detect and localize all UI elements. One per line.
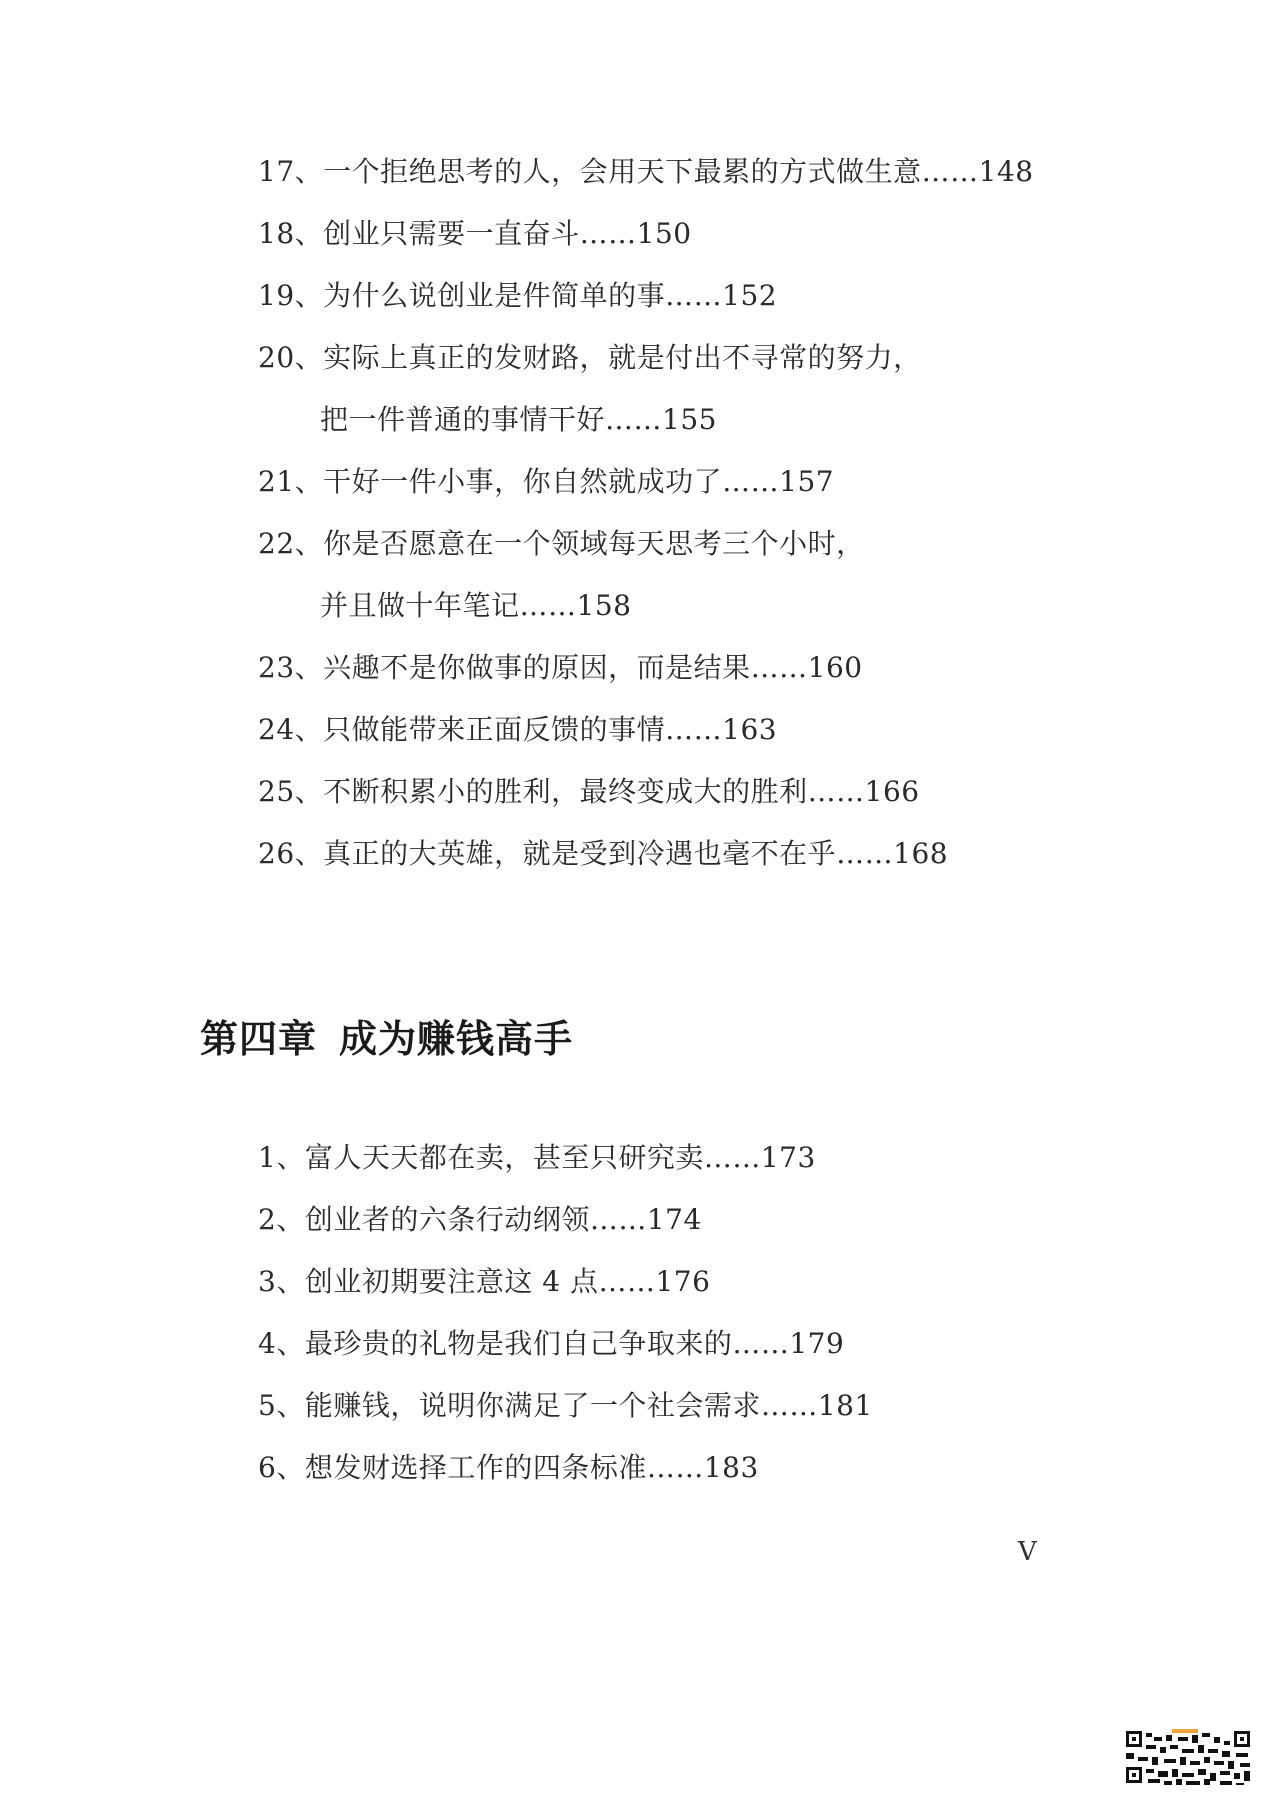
entry-title: 创业只需要一直奋斗	[323, 217, 580, 250]
toc-entry-22[interactable]	[258, 524, 865, 564]
entry-title: 创业初期要注意这 4 点	[304, 1265, 599, 1298]
entry-leader: ……	[605, 403, 663, 436]
entry-page: 168	[893, 837, 949, 870]
entry-page: 181	[817, 1389, 873, 1422]
toc-entry-17[interactable]	[258, 152, 1034, 192]
toc-entry-ch4-6[interactable]	[258, 1448, 759, 1488]
entry-title: 能赚钱，说明你满足了一个社会需求	[304, 1389, 761, 1422]
entry-number: 20、	[258, 341, 324, 374]
entry-page: 157	[779, 465, 835, 498]
toc-entry-ch4-1[interactable]	[258, 1138, 816, 1178]
entry-number: 6、	[258, 1451, 305, 1484]
entry-number: 18、	[258, 217, 324, 250]
entry-page: 166	[864, 775, 920, 808]
entry-title-continued: 把一件普通的事情干好	[320, 403, 606, 436]
entry-page: 183	[703, 1451, 759, 1484]
entry-title: 兴趣不是你做事的原因，而是结果	[323, 651, 751, 684]
toc-entry-ch4-5[interactable]	[258, 1386, 873, 1426]
toc-entry-26[interactable]	[258, 834, 948, 874]
entry-title: 只做能带来正面反馈的事情	[323, 713, 666, 746]
entry-leader: ……	[750, 651, 808, 684]
entry-title: 为什么说创业是件简单的事	[323, 279, 666, 312]
entry-leader: ……	[665, 713, 723, 746]
entry-number: 25、	[258, 775, 324, 808]
entry-page: 148	[978, 155, 1034, 188]
entry-leader: ……	[732, 1327, 790, 1360]
entry-page: 163	[722, 713, 778, 746]
entry-leader: ……	[722, 465, 780, 498]
entry-title: 最珍贵的礼物是我们自己争取来的	[304, 1327, 733, 1360]
chapter-label: 第四章	[200, 1016, 318, 1061]
page-folio: V	[1018, 1537, 1037, 1567]
entry-title: 实际上真正的发财路，就是付出不寻常的努力，	[323, 341, 922, 374]
toc-entry-18[interactable]	[258, 214, 692, 254]
entry-title: 创业者的六条行动纲领	[304, 1203, 590, 1236]
entry-title: 真正的大英雄，就是受到冷遇也毫不在乎	[323, 837, 837, 870]
toc-entry-20-continuation[interactable]	[320, 400, 717, 440]
entry-leader: ……	[836, 837, 894, 870]
toc-entry-20[interactable]	[258, 338, 922, 378]
entry-number: 2、	[258, 1203, 305, 1236]
entry-page: 176	[655, 1265, 711, 1298]
entry-number: 5、	[258, 1389, 305, 1422]
chapter-title: 成为赚钱高手	[339, 1016, 574, 1061]
toc-entry-25[interactable]	[258, 772, 920, 812]
entry-number: 19、	[258, 279, 324, 312]
entry-leader: ……	[589, 1203, 647, 1236]
toc-entry-ch4-3[interactable]	[258, 1262, 710, 1302]
toc-entry-22-continuation[interactable]	[320, 586, 631, 626]
entry-page: 158	[576, 589, 632, 622]
toc-entry-ch4-4[interactable]	[258, 1324, 844, 1364]
entry-page: 160	[807, 651, 863, 684]
entry-page: 174	[646, 1203, 702, 1236]
entry-leader: ……	[703, 1141, 761, 1174]
chapter-heading[interactable]	[200, 1014, 573, 1064]
entry-number: 21、	[258, 465, 324, 498]
entry-title: 你是否愿意在一个领域每天思考三个小时，	[323, 527, 865, 560]
entry-title: 不断积累小的胜利，最终变成大的胜利	[323, 775, 808, 808]
entry-number: 4、	[258, 1327, 305, 1360]
entry-leader: ……	[579, 217, 637, 250]
entry-leader: ……	[519, 589, 577, 622]
entry-leader: ……	[921, 155, 979, 188]
entry-page: 152	[722, 279, 778, 312]
entry-page: 155	[662, 403, 717, 436]
toc-entry-23[interactable]	[258, 648, 863, 688]
entry-title: 干好一件小事，你自然就成功了	[323, 465, 723, 498]
entry-title: 想发财选择工作的四条标准	[304, 1451, 647, 1484]
entry-leader: ……	[807, 775, 865, 808]
entry-page: 173	[760, 1141, 816, 1174]
entry-leader: ……	[598, 1265, 656, 1298]
entry-number: 22、	[258, 527, 324, 560]
qr-code-icon	[1124, 1727, 1254, 1787]
toc-entry-19[interactable]	[258, 276, 777, 316]
entry-number: 26、	[258, 837, 324, 870]
entry-title-continued: 并且做十年笔记	[320, 589, 520, 622]
entry-title: 一个拒绝思考的人，会用天下最累的方式做生意	[323, 155, 922, 188]
entry-page: 150	[636, 217, 692, 250]
entry-number: 17、	[258, 155, 324, 188]
toc-entry-ch4-2[interactable]	[258, 1200, 702, 1240]
toc-entry-21[interactable]	[258, 462, 834, 502]
entry-page: 179	[789, 1327, 845, 1360]
entry-number: 24、	[258, 713, 324, 746]
entry-title: 富人天天都在卖，甚至只研究卖	[304, 1141, 704, 1174]
entry-leader: ……	[665, 279, 723, 312]
entry-leader: ……	[646, 1451, 704, 1484]
toc-entry-24[interactable]	[258, 710, 777, 750]
entry-number: 3、	[258, 1265, 305, 1298]
entry-number: 23、	[258, 651, 324, 684]
entry-number: 1、	[258, 1141, 305, 1174]
entry-leader: ……	[760, 1389, 818, 1422]
